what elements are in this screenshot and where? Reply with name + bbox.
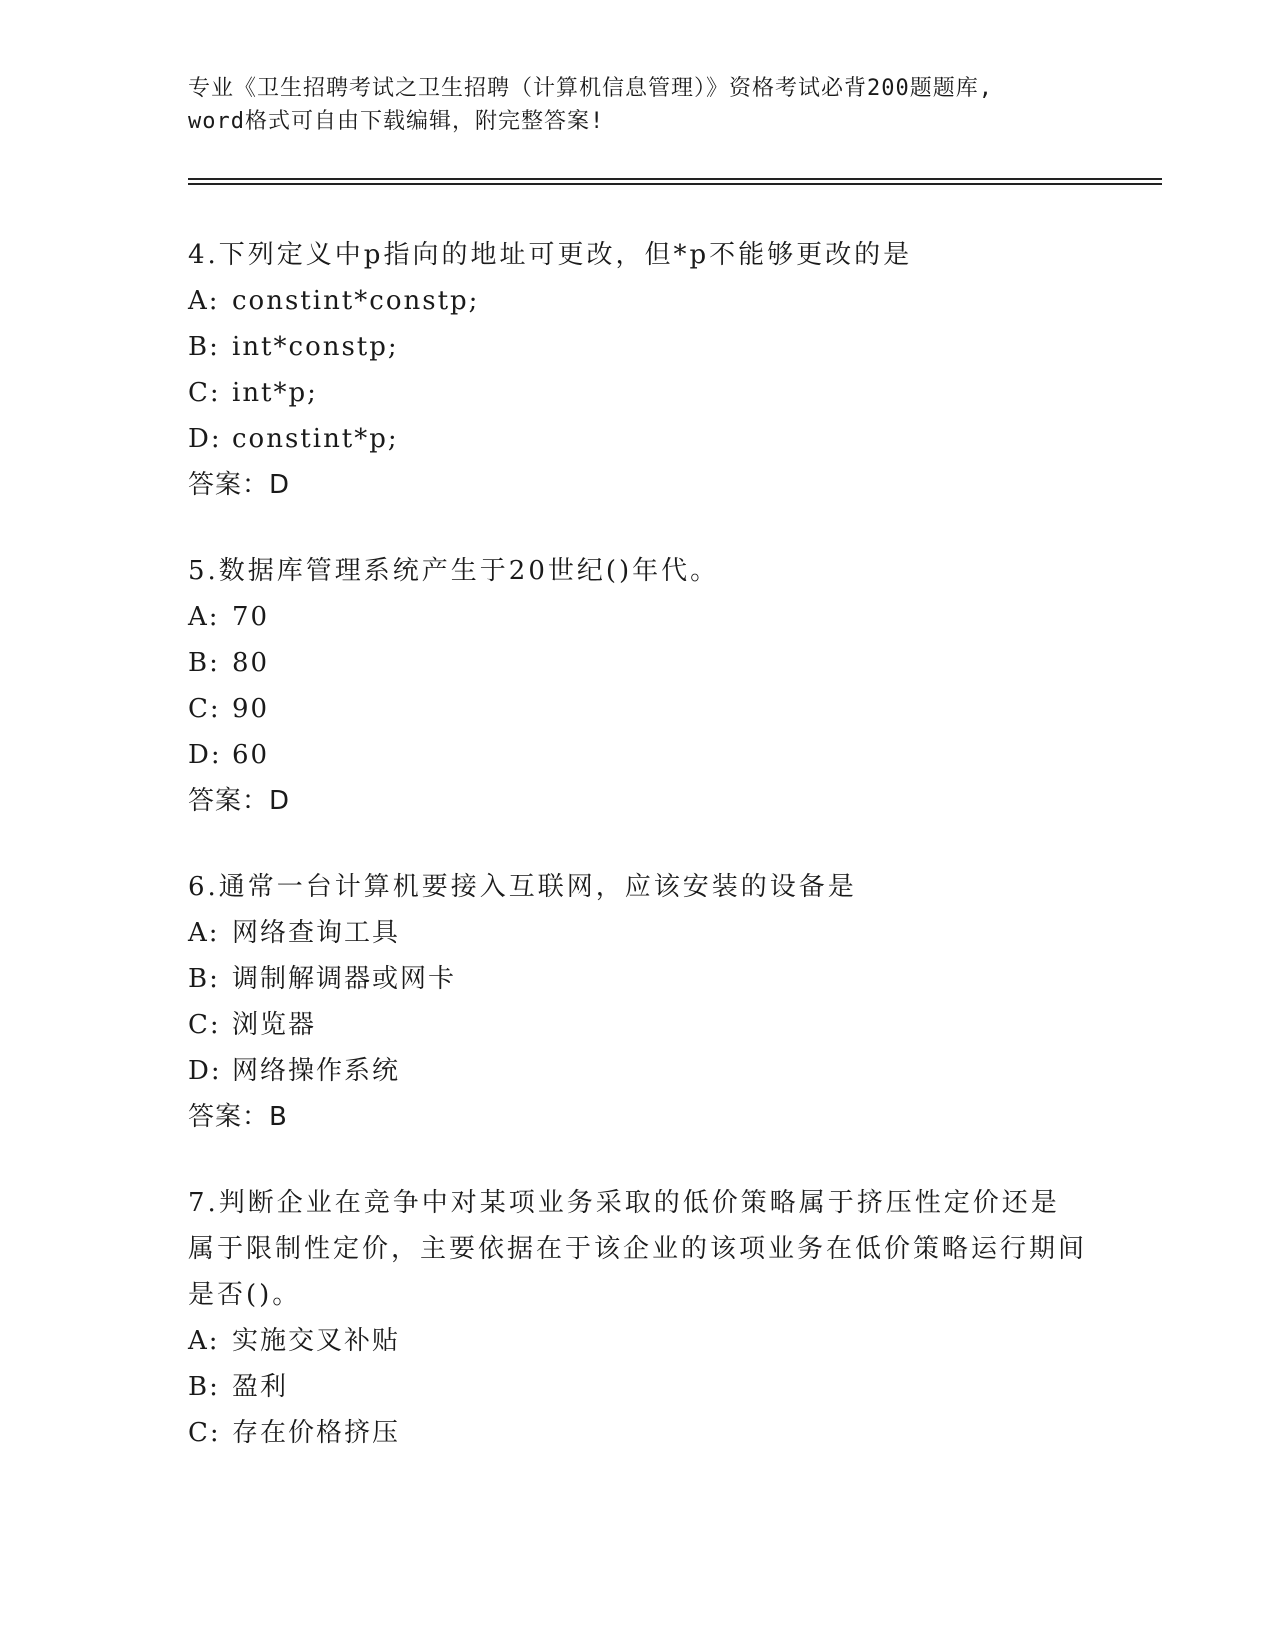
option-a xyxy=(188,278,1088,324)
answer-line: 答案：B xyxy=(188,1102,288,1132)
option-text: 60 xyxy=(232,740,270,770)
question-stem: 6.通常一台计算机要接入互联网，应该安装的设备是 xyxy=(188,872,857,902)
option-d xyxy=(188,732,1088,778)
header-line-1: 专业《卫生招聘考试之卫生招聘（计算机信息管理）》资格考试必背200题题库, xyxy=(188,76,993,101)
option-letter: D: xyxy=(188,740,222,770)
answer-line: 答案：D xyxy=(188,470,291,500)
option-letter: D: xyxy=(188,424,222,454)
option-letter: C: xyxy=(188,1010,221,1040)
option-text: 网络操作系统 xyxy=(232,1056,401,1086)
option-text: 盈利 xyxy=(232,1372,289,1402)
option-d xyxy=(188,1048,1088,1094)
option-letter: C: xyxy=(188,1418,221,1448)
option-c xyxy=(188,370,1088,416)
option-text: constint*constp; xyxy=(232,286,480,316)
option-b xyxy=(188,1364,1088,1410)
question-stem: 5.数据库管理系统产生于20世纪()年代。 xyxy=(188,556,720,586)
option-b xyxy=(188,956,1088,1002)
option-letter: B: xyxy=(188,648,220,678)
option-letter: A: xyxy=(188,286,220,316)
option-letter: C: xyxy=(188,378,221,408)
option-a xyxy=(188,1318,1088,1364)
option-letter: B: xyxy=(188,1372,220,1402)
question-4 xyxy=(188,232,1088,508)
option-b xyxy=(188,324,1088,370)
header-divider-bottom xyxy=(188,183,1162,185)
question-6 xyxy=(188,864,1088,1140)
option-d xyxy=(188,416,1088,462)
option-text: int*p; xyxy=(232,378,318,408)
option-b xyxy=(188,640,1088,686)
option-a xyxy=(188,910,1088,956)
option-text: 80 xyxy=(232,648,270,678)
option-text: int*constp; xyxy=(232,332,399,362)
question-stem: 7.判断企业在竞争中对某项业务采取的低价策略属于挤压性定价还是属于限制性定价，主要依据在于该企业的该项业务在低价策略运行期间是否()。 xyxy=(188,1188,1088,1310)
option-c xyxy=(188,1002,1088,1048)
option-text: 90 xyxy=(232,694,270,724)
option-text: 浏览器 xyxy=(232,1010,317,1040)
option-letter: D: xyxy=(188,1056,222,1086)
header-line-2: word格式可自由下载编辑，附完整答案! xyxy=(188,109,605,134)
option-text: 实施交叉补贴 xyxy=(232,1326,401,1356)
option-text: 70 xyxy=(232,602,270,632)
option-letter: A: xyxy=(188,602,220,632)
option-text: 网络查询工具 xyxy=(232,918,401,948)
question-stem: 4.下列定义中p指向的地址可更改，但*p不能够更改的是 xyxy=(188,240,913,270)
option-a xyxy=(188,594,1088,640)
question-5 xyxy=(188,548,1088,824)
option-letter: A: xyxy=(188,918,220,948)
option-letter: C: xyxy=(188,694,221,724)
option-letter: A: xyxy=(188,1326,220,1356)
option-c xyxy=(188,1410,1088,1456)
answer-line: 答案：D xyxy=(188,786,291,816)
option-letter: B: xyxy=(188,964,220,994)
option-text: 存在价格挤压 xyxy=(232,1418,401,1448)
question-7 xyxy=(188,1180,1088,1456)
option-letter: B: xyxy=(188,332,220,362)
question-list xyxy=(188,232,1088,1496)
option-c xyxy=(188,686,1088,732)
header-divider-top xyxy=(188,178,1162,180)
option-text: constint*p; xyxy=(232,424,399,454)
option-text: 调制解调器或网卡 xyxy=(232,964,457,994)
document-header xyxy=(188,72,1088,138)
